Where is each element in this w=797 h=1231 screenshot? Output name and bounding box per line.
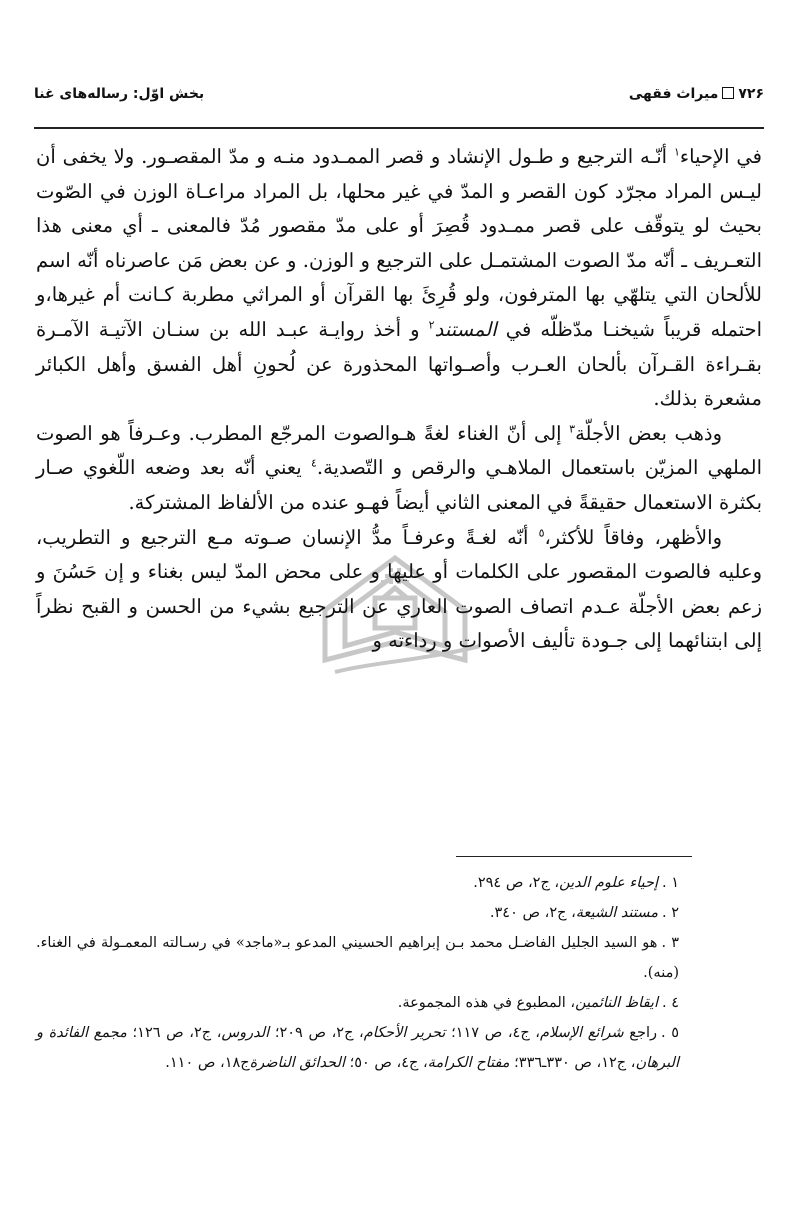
paragraph-3: والأظهر، وفاقاً للأكثر،$^٥$ أنّه لغـةً وعرفـاً مدُّ الإنسان صـوته مـع الترجيع و التطريب، وعليه فالصوت المقصور على الكلمات أو عليها و على محض المدّ ليس بغناء و إن حَسُنَ و زعم بعض الأجلّة عـدم اتصاف الصوت العاري عن الترجيع بشيء من الحسن و القبح نظراً إلى ابتنائهما إلى جـودة تأليف الأصوات و رداءته و: [36, 525, 762, 653]
footnote-rule: [456, 856, 692, 857]
footnote-5: ٥ .راجع شرائع الإسلام، ج٤، ص ١١٧؛ تحرير الأحكام، ج٢، ص ٢٠٩؛ الدروس، ج٢، ص ١٢٦؛ مجمع الفائدة و البرهان، ج١٢، ص ٣٣٠ـ٣٣٦؛ مفتاح الكرامة، ج٤، ص ٥٠؛ الحدائق الناضرةج١٨، ص ١١٠.: [36, 1025, 680, 1071]
footnote-ref-2[interactable]: ٢: [428, 318, 435, 332]
footnote-4: ٤ .ايقاظ النائمين، المطبوع في هذه المجموعة.: [397, 995, 679, 1011]
header-rule: [34, 127, 764, 129]
square-separator-icon: [722, 87, 734, 99]
section-title: بخش اوّل: رساله‌های غنا: [34, 86, 205, 102]
book-ref-mustanad: المستند: [434, 317, 497, 341]
footnotes: [36, 868, 679, 1078]
paragraph-1: في الإحياء$^١$ أنّـه الترجيع و طـول الإنشاد و قصر الممـدود منـه و مدّ المقصـور. ولا يخفى أن ليـس المراد مجرّد كون القصر و المدّ في غير محلها، بل المراد مراعـاة الوزن في الصّوت بحيث لو يتوقّف على قصر ممـدود قُصِرَ أو على مدّ مقصور مُدّ فالمعنى ـ أي معنى هذا التعـريف ـ أنّه مدّ الصوت المشتمـل على الترجيع و الوزن. و عن بعض مَن عاصرناه أنّه اسم للألحان التي يتلهّي بها المترفون، ولو قُرِئَ بها القرآن أو المراثي مطربة كـانت أم غيرها،و احتمله قريباً شيخنـا مدّظلّه في المستند$^٢$ و أخذ روايـة عبـد الله بن سنـان الآتيـة الآمـرة بقـراءة القـرآن بألحان العـرب وأصـواتها المحذورة عن لُحونِ أهل الفسق وأهل الكبائر مشعرة بذلك.: [36, 145, 762, 411]
footnote-1: ١ .إحياء علوم الدين، ج٢، ص ٢٩٤.: [473, 875, 679, 891]
footnote-ref-5[interactable]: ٥: [538, 526, 545, 540]
footnote-ref-1[interactable]: ١: [673, 145, 680, 159]
main-text: [36, 140, 762, 659]
running-header: [34, 80, 764, 112]
book-title: میراث فقهی: [628, 86, 719, 102]
footnote-ref-4[interactable]: ٤: [310, 456, 317, 470]
header-page-info: [629, 86, 764, 102]
footnote-ref-3[interactable]: ٣: [569, 422, 576, 436]
paragraph-2: وذهب بعض الأجلّة$^٣$ إلى أنّ الغناء لغةً هـوالصوت المرجّع المطرب. وعـرفاً هو الصوت الملهي المزيّن باستعمال الملاهـي والرقص و التّصدية.$^٤$ يعني أنّه بعد وضعه اللّغوي صـار بكثرة الاستعمال حقيقةً في المعنى الثاني أيضاً فهـو عنده من الألفاظ المشتركة.: [36, 421, 763, 514]
page-number: ۷۲۶: [738, 86, 764, 102]
footnote-2: ٢ .مستند الشيعة، ج٢، ص ٣٤٠.: [489, 905, 679, 921]
footnote-3: ٣ .هو السيد الجليل الفاضـل محمد بـن إبراهيم الحسيني المدعو بـ«ماجد» في رسـالته المعمـولة في الغناء.(منه).: [36, 935, 679, 981]
